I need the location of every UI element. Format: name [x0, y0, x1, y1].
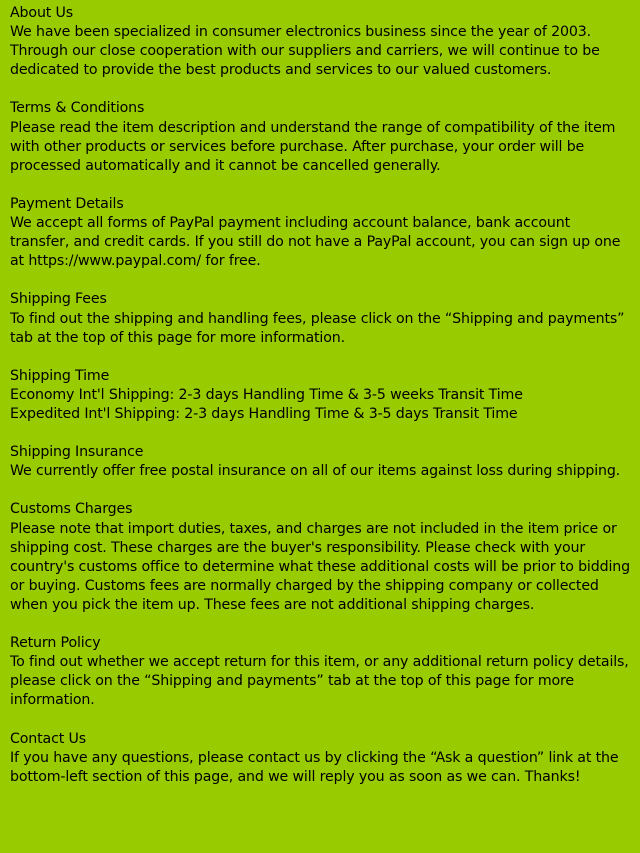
payment-details-section [10, 195, 632, 271]
shipping-fees-section [10, 290, 632, 347]
shipping-insurance-text: We currently offer free postal insurance on all of our items against loss during shipping. [10, 463, 621, 480]
contact-us-heading: Contact Us [10, 730, 86, 747]
shipping-insurance-section [10, 443, 632, 481]
terms-conditions-heading: Terms & Conditions [10, 100, 145, 117]
shipping-time-text: Economy Int'l Shipping: 2-3 days Handling Time & 3-5 weeks Transit Time Expedited Int'l Shipping: 2-3 days Handling Time & 3-5 days Transit Time [10, 386, 523, 422]
about-us-section [10, 4, 632, 80]
about-us-heading: About Us [10, 5, 74, 21]
contact-us-text: If you have any questions, please contact us by clicking the “Ask a question” link at the bottom-left section of this page, and we will reply you as soon as we can. Thanks! [10, 749, 619, 785]
shipping-time-heading: Shipping Time [10, 367, 110, 384]
about-us-text: We have been specialized in consumer electronics business since the year of 2003. Through our close cooperation with our suppliers and carriers, we will continue to be dedicated to provide the best products and services to our valued customers. [10, 24, 600, 79]
return-policy-heading: Return Policy [10, 635, 101, 652]
customs-charges-heading: Customs Charges [10, 501, 133, 518]
customs-charges-section [10, 500, 632, 615]
terms-conditions-text: Please read the item description and understand the range of compatibility of the item with other products or services before purchase. After purchase, your order will be processed automatically and it cannot be cancelled generally. [10, 119, 616, 174]
shipping-fees-text: To find out the shipping and handling fees, please click on the “Shipping and payments” tab at the top of this page for more information. [10, 310, 625, 346]
terms-conditions-section [10, 99, 632, 175]
customs-charges-text: Please note that import duties, taxes, and charges are not included in the item price or shipping cost. These charges are the buyer's responsibility. Please check with your country's customs office to determine what these additional costs will be prior to bidding or buying. Customs fees are normally charged by the shipping company or collected when you pick the item up. These fees are not additional shipping charges. [10, 520, 630, 613]
shipping-time-section [10, 367, 632, 424]
return-policy-section [10, 634, 632, 710]
contact-us-section [10, 730, 632, 787]
return-policy-text: To find out whether we accept return for this item, or any additional return policy details, please click on the “Shipping and payments” tab at the top of this page for more information. [10, 654, 629, 709]
shipping-insurance-heading: Shipping Insurance [10, 444, 144, 461]
payment-details-heading: Payment Details [10, 195, 124, 212]
payment-details-text: We accept all forms of PayPal payment including account balance, bank account transfer, and credit cards. If you still do not have a PayPal account, you can sign up one at https://www.paypal.com/ for free. [10, 215, 621, 270]
shipping-fees-heading: Shipping Fees [10, 291, 107, 308]
